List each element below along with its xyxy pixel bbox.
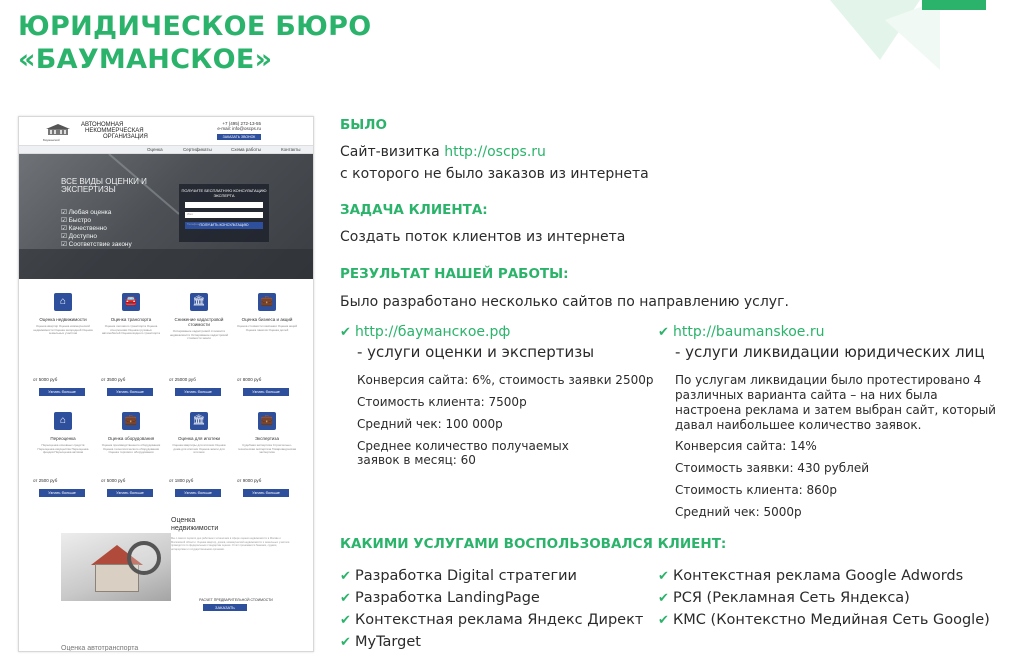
service-list-item: ✔ Разработка LandingPage: [340, 588, 540, 609]
site1-avg-line1: Среднее количество получаемых: [357, 439, 569, 453]
site2-link[interactable]: http://baumanskoe.ru: [673, 324, 825, 340]
site2-desc-line: По услугам ликвидации было протестировано 4: [675, 373, 982, 387]
bank-icon: 🏛: [190, 293, 208, 311]
site2-desc-line: настроена реклама и затем выбран сайт, который: [675, 403, 996, 417]
home-icon: ⌂: [54, 412, 72, 430]
learn-more-button[interactable]: Узнать больше: [243, 388, 289, 396]
hero-benefits-list: [61, 209, 132, 249]
next-section-title: Оценка автотранспорта: [61, 645, 139, 652]
mockup-nav-item[interactable]: Сертификаты: [183, 147, 212, 152]
check-icon: ✔: [658, 591, 669, 606]
learn-more-button[interactable]: Узнать больше: [175, 388, 221, 396]
section-text: Мы с самого первого дня работаем с клиентами в сфере оценки недвижимости в Москве и Московской области. Оценка квартир, домов, коммерческой недвижимости и земельных участков проводится по федеральным стандартам оценки. Отчёт принимается банками, судами, нотариусами и государственными органами.: [171, 537, 290, 551]
mockup-email: e-mail: info@oscps.ru: [217, 126, 261, 131]
check-icon: ✔: [340, 591, 351, 606]
service-list-item: ✔ Разработка Digital стратегии: [340, 566, 577, 587]
briefcase-icon: 💼: [122, 412, 140, 430]
check-icon: ✔: [340, 569, 351, 584]
form-submit-button[interactable]: ПОЛУЧИТЬ КОНСУЛЬТАЦИЮ: [185, 222, 263, 229]
service-price: от 9000 руб: [237, 478, 262, 483]
learn-more-button[interactable]: Узнать больше: [39, 388, 85, 396]
service-list-item: ✔ Контекстная реклама Яндекс Директ: [340, 610, 643, 631]
hero-benefit: ☑ Любая оценка: [61, 209, 112, 216]
service-card: 💼 Оценка бизнеса и акций Оценка стоимости компании Оценка акций Оценка пакетов Оценка долей: [237, 293, 297, 332]
service-list-item: ✔ КМС (Контекстно Медийная Сеть Google): [658, 610, 990, 631]
services-used-heading: КАКИМИ УСЛУГАМИ ВОСПОЛЬЗОВАЛСЯ КЛИЕНТ:: [340, 536, 727, 552]
hero-benefit: ☑ Соответствие закону: [61, 241, 132, 248]
check-icon: ✔: [658, 325, 669, 340]
service-price: от 3500 руб: [101, 377, 126, 382]
task-heading: ЗАДАЧА КЛИЕНТА:: [340, 202, 488, 218]
check-icon: ✔: [340, 325, 351, 340]
service-card: 🏛 Оценка для ипотеки Оценка квартиры для ипотеки Оценка дома для ипотеки Оценка земли для ипотеки: [169, 412, 229, 455]
service-list-item: ✔ РСЯ (Рекламная Сеть Яндекса): [658, 588, 910, 609]
decorative-green-bar: [922, 0, 986, 10]
service-card: ⌂ Переоценка Переоценка основных средств Переоценка имущества Переоценка фондов Переоценка активов: [33, 412, 93, 455]
task-text: Создать поток клиентов из интернета: [340, 229, 626, 245]
mockup-nav-item[interactable]: Схема работы: [231, 147, 262, 152]
service-price: от 5000 руб: [33, 377, 58, 382]
title-line-2: «БАУМАНСКОЕ»: [18, 44, 273, 75]
site2-desc-line: различных варианта сайта – на них была: [675, 388, 938, 402]
learn-more-button[interactable]: Узнать больше: [175, 489, 221, 497]
building-logo-icon: [45, 123, 71, 137]
consultation-form: [179, 184, 269, 242]
form-name-field[interactable]: [185, 202, 263, 208]
service-price: от 5000 руб: [101, 478, 126, 483]
site1-subtitle: - услуги оценки и экспертизы: [357, 343, 595, 361]
service-card: 💼 Экспертиза Судебная экспертиза Строительно-техническая экспертиза Товароведческая экспертиза: [237, 412, 297, 455]
was-text: Сайт-визитка http://oscps.ru: [340, 144, 546, 160]
service-list-item: ✔ MyTarget: [340, 632, 421, 653]
hero-benefit: ☑ Качественно: [61, 225, 107, 232]
briefcase-icon: 💼: [258, 412, 276, 430]
mockup-contacts: [217, 121, 261, 131]
page-title: [18, 10, 371, 76]
check-icon: ✔: [658, 613, 669, 628]
site2-desc-line: давал наибольшее количество заявок.: [675, 418, 922, 432]
learn-more-button[interactable]: Узнать больше: [39, 489, 85, 497]
service-price: от 8000 руб: [237, 377, 262, 382]
order-button[interactable]: ЗАКАЗАТЬ: [203, 604, 247, 611]
bank-icon: 🏛: [190, 412, 208, 430]
site2-subtitle: - услуги ликвидации юридических лиц: [675, 343, 985, 361]
was-text-line2: с которого не было заказов из интернета: [340, 166, 649, 182]
site1-avg-line2: заявок в месяц: 60: [357, 453, 476, 467]
mockup-nav-item[interactable]: Оценка: [147, 147, 163, 152]
result-intro: Было разработано несколько сайтов по направлению услуг.: [340, 294, 789, 310]
website-mockup: [18, 116, 314, 652]
form-title: ПОЛУЧИТЕ БЕСПЛАТНУЮ КОНСУЛЬТАЦИЮ ЭКСПЕРТА: [181, 188, 267, 198]
mockup-nav-item[interactable]: Контакты: [281, 147, 301, 152]
mockup-org-name: АВТОНОМНАЯ НЕКОММЕРЧЕСКАЯ ОРГАНИЗАЦИЯ: [81, 122, 148, 140]
site2-stat: Стоимость клиента: 860р: [675, 483, 838, 497]
service-card: 🏛 Снижение кадастровой стоимости Оспаривание кадастровой стоимости недвижимости Оспаривание кадастровой стоимости земли: [169, 293, 229, 341]
site1-stat: Конверсия сайта: 6%, стоимость заявки 2500р: [357, 373, 654, 387]
mockup-header: [19, 117, 313, 145]
service-price: от 2500 руб: [33, 478, 58, 483]
service-card: 💼 Оценка оборудования Оценка производственного оборудования Оценка технологического оборудования Оценка торгового оборудования: [101, 412, 161, 455]
magnifier-icon: [127, 541, 161, 575]
car-icon: 🚘: [122, 293, 140, 311]
site1-stat: Стоимость клиента: 7500р: [357, 395, 527, 409]
hero-title: ВСЕ ВИДЫ ОЦЕНКИ И ЭКСПЕРТИЗЫ: [61, 177, 147, 194]
learn-more-button[interactable]: Узнать больше: [243, 489, 289, 497]
check-icon: ✔: [658, 569, 669, 584]
service-list-item: ✔ Контекстная реклама Google Adwords: [658, 566, 963, 587]
section-title: Оценка недвижимости: [171, 517, 219, 532]
mockup-phone: +7 (495) 272-13-55: [222, 121, 261, 126]
service-price: от 25000 руб: [169, 377, 196, 382]
site2-stat: Средний чек: 5000р: [675, 505, 802, 519]
old-site-link[interactable]: http://oscps.ru: [444, 144, 546, 160]
logo-caption: Бауманский: [43, 138, 60, 142]
was-heading: БЫЛО: [340, 117, 387, 133]
service-price: от 1800 руб: [169, 478, 194, 483]
mockup-hero: [19, 154, 313, 279]
check-icon: ✔: [340, 613, 351, 628]
learn-more-button[interactable]: Узнать больше: [107, 489, 153, 497]
hero-benefit: ☑ Доступно: [61, 233, 97, 240]
service-card: 🚘 Оценка транспорта Оценка легкового транспорта Оценка спецтехники Оценка грузовых автомобилей Оценка водного транспорта: [101, 293, 161, 336]
site1-link[interactable]: http://бауманское.рф: [355, 324, 511, 340]
house-magnifier-image: [61, 533, 171, 601]
service-card: ⌂ Оценка недвижимости Оценка квартир Оценка коммерческой недвижимости Оценка загородной Оценка земельных участков: [33, 293, 93, 336]
result-heading: РЕЗУЛЬТАТ НАШЕЙ РАБОТЫ:: [340, 266, 569, 282]
site1-stat: Средний чек: 100 000р: [357, 417, 503, 431]
form-phone-field[interactable]: Телефон: [185, 212, 263, 218]
mockup-nav: [19, 145, 313, 154]
calc-label: РАСЧЕТ ПРЕДВАРИТЕЛЬНОЙ СТОИМОСТИ: [199, 598, 273, 602]
hero-benefit: ☑ Быстро: [61, 217, 92, 224]
mockup-call-button[interactable]: ЗАКАЗАТЬ ЗВОНОК: [217, 134, 261, 140]
decorative-triangle: [790, 0, 940, 70]
briefcase-icon: 💼: [258, 293, 276, 311]
learn-more-button[interactable]: Узнать больше: [107, 388, 153, 396]
home-icon: ⌂: [54, 293, 72, 311]
site2-stat: Конверсия сайта: 14%: [675, 439, 817, 453]
check-icon: ✔: [340, 635, 351, 650]
site2-stat: Стоимость заявки: 430 рублей: [675, 461, 869, 475]
title-line-1: ЮРИДИЧЕСКОЕ БЮРО: [18, 11, 372, 42]
